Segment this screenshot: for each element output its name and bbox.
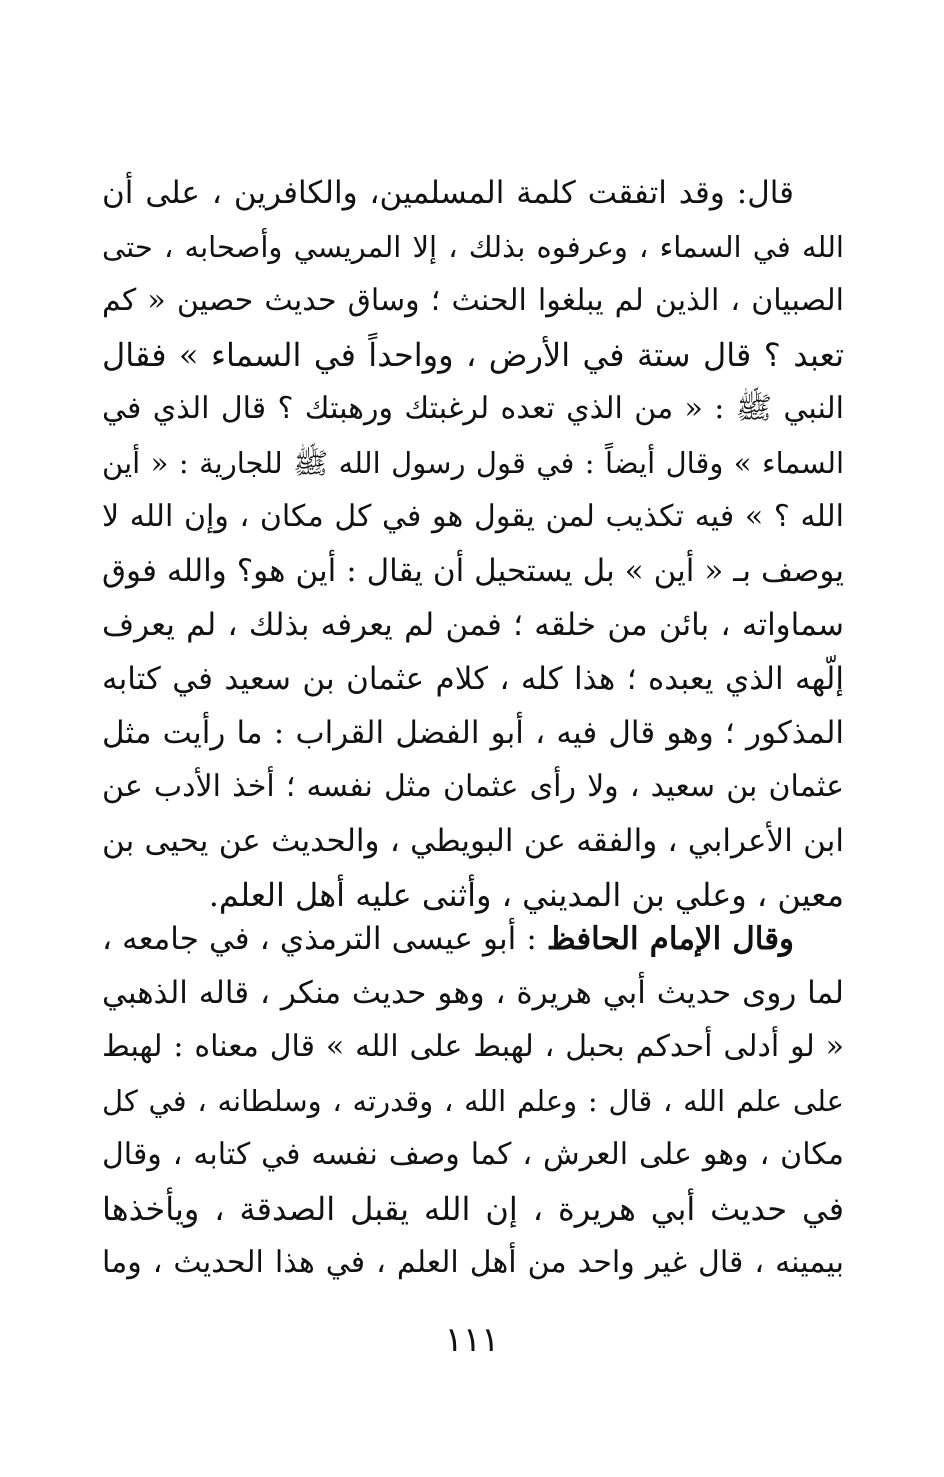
text-line: بيمينه ، قال غير واحد من أهل العلم ، في هذا الحديث ، وما (102, 1245, 844, 1280)
text-line: مكان ، وهو على العرش ، كما وصف نفسه في كتابه ، وقال (102, 1137, 844, 1172)
text-line (102, 912, 844, 966)
text-line: معين ، وعلي بن المديني ، وأثنى عليه أهل العلم. (208, 876, 844, 914)
text-line: في حديث أبي هريرة ، إن الله يقبل الصدقة ، ويأخذها (102, 1190, 844, 1228)
paragraph-1 (102, 166, 844, 922)
paragraph-2 (102, 912, 844, 1290)
text-line: الله في السماء ، وعرفوه بذلك ، إلا المريسي وأصحابه ، حتى (102, 230, 844, 264)
text-line: يوصف بـ « أين » بل يستحيل أن يقال : أين هو؟ والله فوق (102, 553, 844, 589)
text-line: تعبد ؟ قال ستة في الأرض ، وواحداً في السماء » فقال (102, 336, 844, 374)
text-line: السماء » وقال أيضاً : في قول رسول الله ﷺ للجارية : « أين (102, 446, 844, 480)
text-line: الصبيان ، الذين لم يبلغوا الحنث ؛ وساق حديث حصين « كم (102, 283, 844, 318)
lead-phrase: وقال الإمام الحافظ (546, 921, 795, 957)
text-line: قال: وقد اتفقت كلمة المسلمين، والكافرين ، على أن (102, 175, 794, 211)
text-line: النبي ﷺ : « من الذي تعده لرغبتك ورهبتك ؟ قال الذي في (102, 391, 844, 426)
text-line: إلّهه الذي يعبده ؛ هذا كله ، كلام عثمان بن سعيد في كتابه (102, 661, 844, 697)
text-line: عثمان بن سعيد ، ولا رأى عثمان مثل نفسه ؛ أخذ الأدب عن (102, 769, 844, 804)
text-line: ابن الأعرابي ، والفقه عن البويطي ، والحديث عن يحيى بن (102, 823, 844, 859)
text-line: الله ؟ » فيه تكذيب لمن يقول هو في كل مكان ، وإن الله لا (102, 499, 844, 534)
text-line: سماواته ، بائن من خلقه ؛ فمن لم يعرفه بذلك ، لم يعرف (102, 607, 844, 643)
first-line-rest: : أبو عيسى الترمذي ، في جامعه ، (102, 921, 547, 957)
text-line: على علم الله ، قال : وعلم الله ، وقدرته ، وسلطانه ، في كل (102, 1084, 844, 1118)
text-line: « لو أدلى أحدكم بحبل ، لهبط على الله » قال معناه : لهبط (102, 1029, 844, 1064)
text-line: لما روى حديث أبي هريرة ، وهو حديث منكر ، قاله الذهبي (102, 975, 844, 1011)
text-line: المذكور ؛ وهو قال فيه ، أبو الفضل القراب : ما رأيت مثل (102, 715, 844, 751)
page-number: ١١١ (444, 1320, 500, 1360)
